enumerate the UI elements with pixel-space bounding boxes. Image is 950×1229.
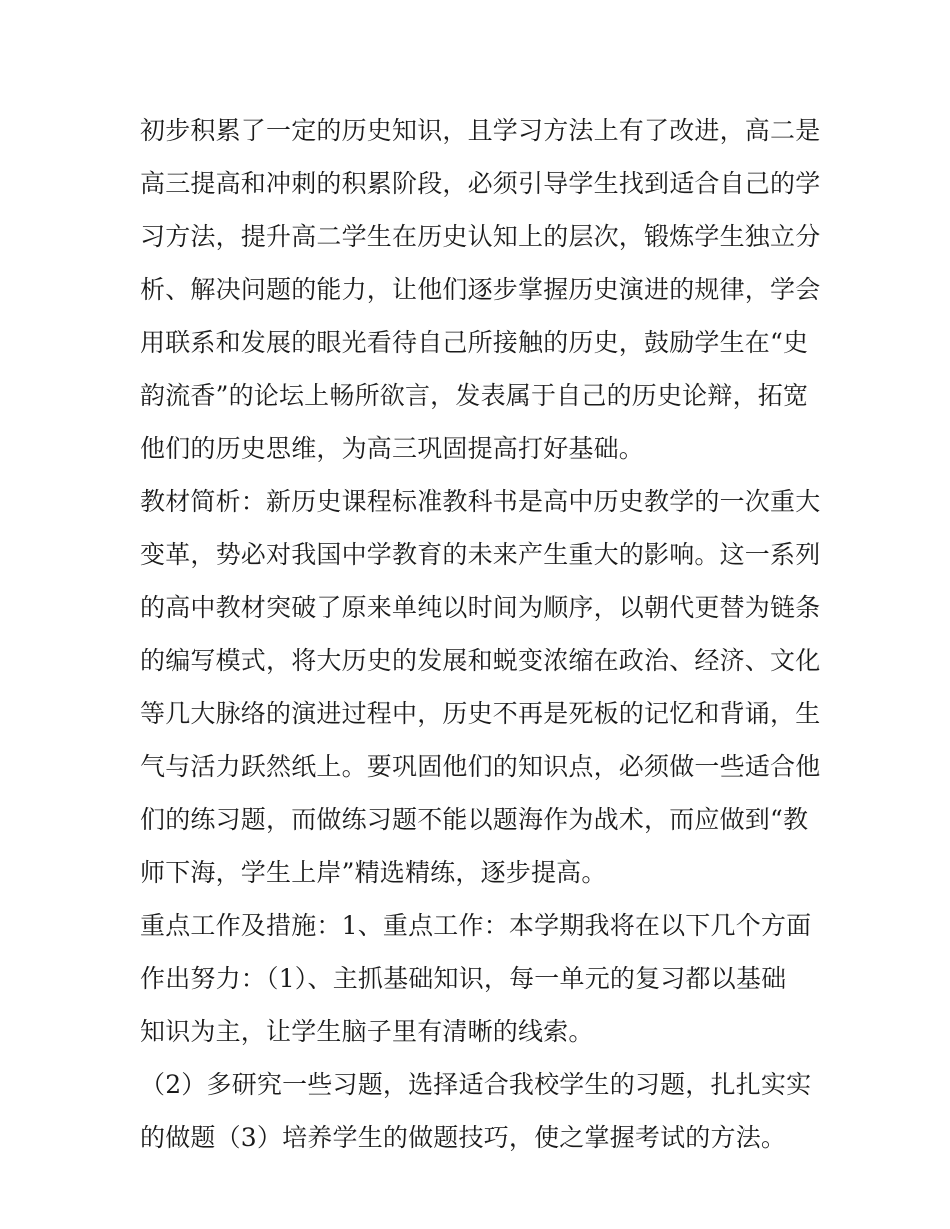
text-line: （2）多研究一些习题，选择适合我校学生的习题，扎扎实实 — [140, 1070, 812, 1099]
text-line: 习方法，提升高二学生在历史认知上的层次，锻炼学生独立分 — [140, 222, 821, 251]
text-line: 他们的历史思维，为高三巩固提高打好基础。 — [140, 434, 645, 463]
text-line: 的做题（3）培养学生的做题技巧，使之掌握考试的方法。 — [140, 1123, 787, 1152]
text-line: 的编写模式，将大历史的发展和蜕变浓缩在政治、经济、文化 — [140, 646, 821, 675]
text-line: 等几大脉络的演进过程中，历史不再是死板的记忆和背诵，生 — [140, 699, 821, 728]
text-line: 气与活力跃然纸上。要巩固他们的知识点，必须做一些适合他 — [140, 752, 821, 781]
text-line: 师下海，学生上岸”精选精练，逐步提高。 — [140, 858, 607, 887]
body-text — [140, 104, 820, 1164]
text-line: 重点工作及措施：1、重点工作：本学期我将在以下几个方面 — [140, 911, 812, 940]
text-line: 用联系和发展的眼光看待自己所接触的历史，鼓励学生在“史 — [140, 328, 809, 357]
text-line: 析、解决问题的能力，让他们逐步掌握历史演进的规律，学会 — [140, 275, 821, 304]
text-line: 变革，势必对我国中学教育的未来产生重大的影响。这一系列 — [140, 540, 821, 569]
text-line: 的高中教材突破了原来单纯以时间为顺序，以朝代更替为链条 — [140, 593, 821, 622]
text-line: 知识为主，让学生脑子里有清晰的线索。 — [140, 1017, 594, 1046]
text-line: 作出努力：（1）、主抓基础知识，每一单元的复习都以基础 — [140, 964, 787, 993]
text-line: 初步积累了一定的历史知识，且学习方法上有了改进，高二是 — [140, 116, 821, 145]
text-line: 教材简析：新历史课程标准教科书是高中历史教学的一次重大 — [140, 487, 821, 516]
text-line: 高三提高和冲刺的积累阶段，必须引导学生找到适合自己的学 — [140, 169, 821, 198]
text-line: 韵流香”的论坛上畅所欲言，发表属于自己的历史论辩，拓宽 — [140, 381, 809, 410]
text-line: 们的练习题，而做练习题不能以题海作为战术，而应做到“教 — [140, 805, 809, 834]
